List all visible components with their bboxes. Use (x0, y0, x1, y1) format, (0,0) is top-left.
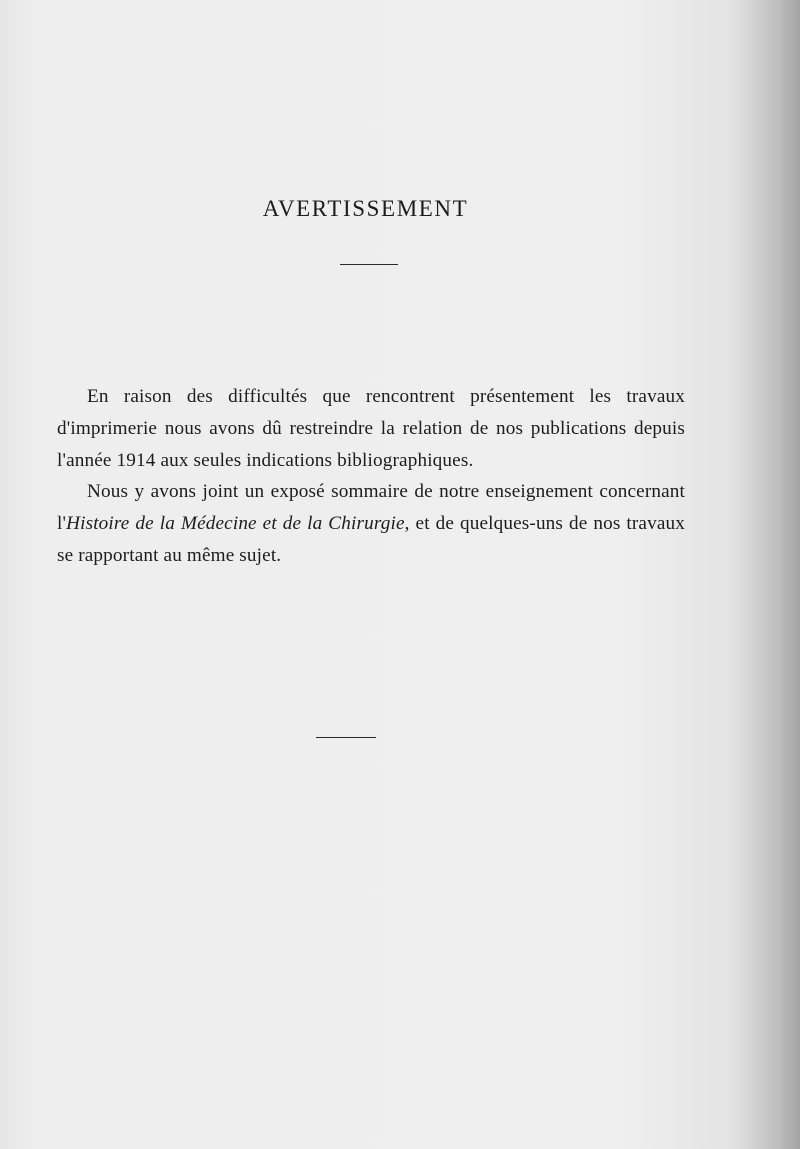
paragraph-2-italic-title: Histoire de la Médecine et de la Chirurgie (66, 513, 405, 535)
page-title: AVERTISSEMENT (262, 196, 469, 221)
paragraph-2-end: , et de quelques-uns de nos travaux se rapportant au même sujet. (57, 513, 685, 566)
paragraph-2 (57, 476, 685, 571)
paragraph-2-start: Nous y avons joint un exposé sommaire de notre enseignement concernant l' (57, 481, 685, 535)
closing-divider (316, 737, 376, 738)
body-text (57, 381, 685, 572)
title-divider (340, 264, 398, 265)
paragraph-1: En raison des difficultés que rencontrent présentement les travaux d'imprimerie nous avons dû restreindre la relation de nos publications depuis l'année 1914 aux seules indications bibliographiques. (57, 386, 685, 471)
page-edge-shadow (730, 0, 800, 1149)
